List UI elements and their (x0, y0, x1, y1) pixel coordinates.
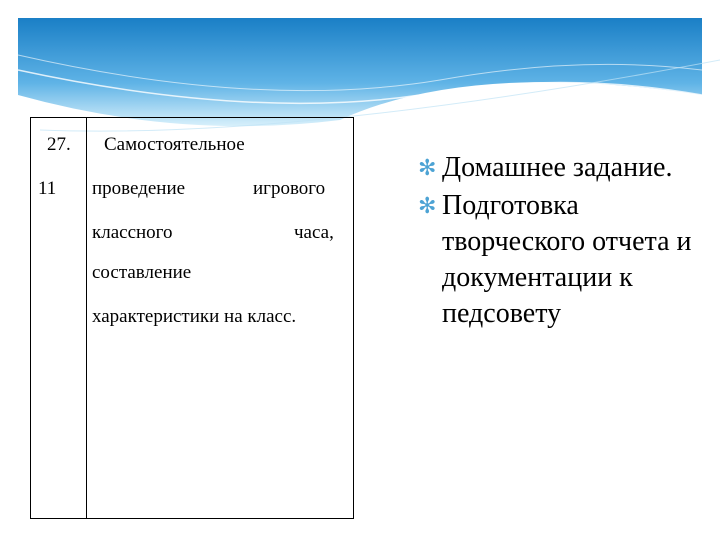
asterisk-icon: ✻ (418, 193, 437, 218)
cell-line-2b: игрового (253, 178, 326, 199)
cell-line-3a: классного (92, 222, 173, 243)
cell-line-3b: часа, (294, 222, 334, 243)
bullet-text: Домашнее задание. (442, 152, 673, 183)
bullet-item-report (418, 188, 718, 332)
cell-line-4: составление (92, 262, 192, 283)
bullet-list (418, 150, 718, 334)
cell-line-5: характеристики на класс. (92, 306, 297, 327)
cell-line-2a: проведение (92, 178, 186, 199)
row-number-top: 27. (47, 134, 71, 155)
table-column-divider (86, 117, 87, 519)
bullet-item-homework (418, 150, 718, 186)
cell-line-1: Самостоятельное (104, 134, 245, 155)
bullet-text: Подготовка творческого отчета и документации к педсовету (442, 190, 692, 329)
row-number-bottom: 11 (38, 178, 57, 199)
asterisk-icon: ✻ (418, 155, 437, 180)
